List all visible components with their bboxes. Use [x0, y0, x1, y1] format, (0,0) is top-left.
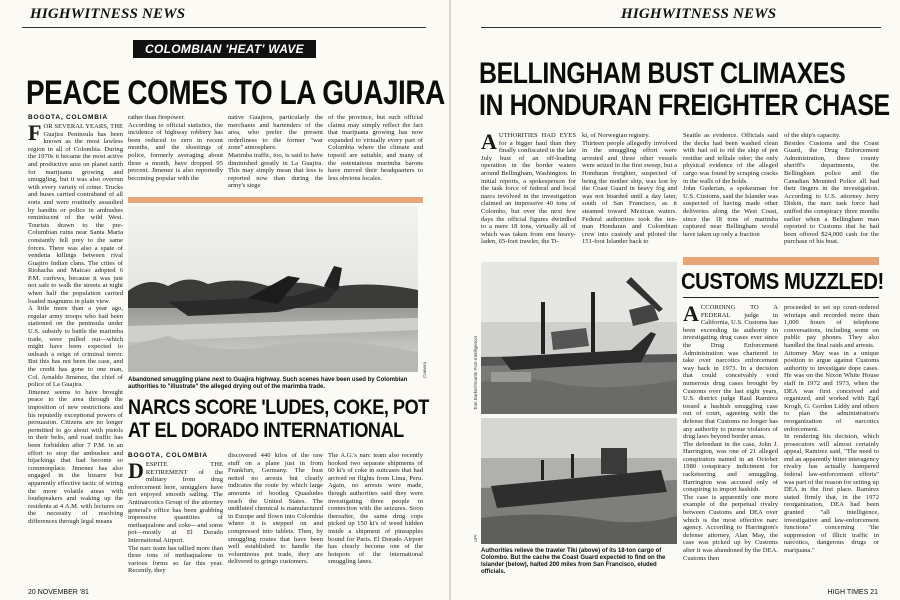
masthead-rule: [22, 27, 426, 28]
plane-photo: [128, 206, 418, 372]
headline: AT EL DORADO INTERNATIONAL: [128, 419, 404, 442]
masthead: HIGHWITNESS NEWS: [621, 6, 777, 22]
article-column: rather than firepower. According to official statistics, the incidence of highway robbery has been reduced to zero in recent months, and the shootings of police, formerly averaging about three a month, have dropped 95 percent. Jimenez is also reportedly becoming popular with the: [128, 114, 223, 182]
article-column: [481, 132, 576, 254]
article-text: ESPITE THE RETIREMENT of the military from drug enforcement here, smugglers have not enjoyed smooth sailing. The Antinarcotics Group of the attorney general's office has been grabbing impressive quantities of methaqualone and coke—and some pot—mostly at El Dorado International Airport. The narc team has tallied more than three tons of methaqualone in various forms so far this year. Recently, they: [128, 461, 223, 575]
drop-cap: F: [28, 123, 42, 145]
photo-caption: Abandoned smuggling plane next to Guajira highway. Such scenes have been used by Colombian authorities to "illustrate" the alleged drying out of the marimba trade.: [128, 377, 408, 390]
drop-cap: A: [683, 304, 699, 326]
article-text: OR SEVERAL YEARS, THE Guajira Peninsula has been known as the most lawless region in all of Colombia. During the 1970s it became the most active and productive area on planet earth for marijuana growing and smuggling, but it was also overrun with every variety of crime. Trucks and buses carried contraband of all sorts and were routinely assaulted by bandits or police in ambushes reminiscent of the wild West. Tourists drawn to the pre-Columbian ruins near Santa Marta constantly fell prey to the same forces. There was also a spate of vendetta killings between rival Guajiro Indian clans. The cities of Riohacha and Maicao adopted 6 P.M. curfews, because it was just not safe to walk the streets at night when half the population carried loaded magnums in plain view. A little more than a year ago, regular army troops who had been stationed on the peninsula under U.S. subsidy to battle the marimba trade, were pulled out—which might have been expected to unleash a reign of criminal terror. But this has not been the case, and the credit has gone to one man, Col. Arnaldo Jimenez, the chief of police of La Guajira. Jimenez seems to have brought peace to the area through the imposition of new restrictions and his reputedly exceptional powers of persuasion. Citizens are no longer permitted to go about with pistols in their belts, and road traffic has been forbidden after 7 P.M. in an effort to stop the ambushes and hijackings that had become so commonplace. Jimenez has also engaged in the bizarre but apparently effective tactic of wiring the more volatile areas with loudspeakers and waking up the residents at 4 A.M. with lectures on the necessity of resolving differences through legal means: [28, 123, 123, 525]
page-folio: 20 NOVEMBER '81: [28, 589, 89, 596]
page-folio: HIGH TIMES 21: [827, 589, 878, 596]
left-page: [0, 0, 449, 600]
article-column: proceeded to set up court-ordered wiretaps and recorded more than 1,000 hours of telephone conversations, including some on public pay phones. They also handled the final raids and arrests. Attorney May was in a unique position to argue against Customs authority to investigate dope cases. He was on the Nixon White House staff in 1972 and 1973, when the DEA was first conceived and organized, and worked with Egil Krogh, G. Gordon Liddy and others to plan the administration's reorganization of narcotics enforcement. In rendering his decision, which prosecutors will almost certainly appeal, Ramirez said, "The need to end an apparently bitter interagency rivalry has actually hampered federal law-enforcement efforts" was part of the reason for setting up DEA in the first place. Ramirez stated firmly that, in the 1972 reorganization, DEA had been granted "all intelligence, investigative and law-enforcement functions" concerning "the suppression of illicit traffic in narcotics, dangerous drugs or marijuana.": [784, 304, 879, 554]
article-column: [683, 304, 778, 580]
article-column: [28, 123, 123, 575]
article-column: [128, 461, 223, 579]
article-column: of the province, but such official claims may simply reflect the fact that marijuana growing has now expanded to virtually every part of Colombia where the climate and topsoil are suitable, and many of the ostentatious marimba barons have moved their headquarters to less obvious locales.: [328, 114, 423, 182]
dateline: BOGOTA, COLOMBIA: [128, 452, 208, 459]
right-page: [451, 0, 900, 600]
drop-cap: A: [481, 132, 497, 154]
article-column: Seattle as evidence. Officials said the decks had been washed clean with fuel oil to rid the ship of pot residue and telltale odor; the only physical evidence of the alleged cargo was found by scraping cracks in the walls of the holds. John Guderian, a spokesman for U.S. Customs, said the Islander was suspected of having made other deliveries along the West Coast, since the 18 tons of marimba captured near Bellingham would have taken up only a fraction: [683, 132, 778, 238]
article-text: UTHORITIES HAD EYES for a bigger haul than they finally confiscated in the late July bust of an off-loading operation in the border waters around Bellingham, Washington. In initial reports, a spokesperson for the task force of federal and local narcs involved in the investigation claimed an impressive 40 tons of Colombo, but over the next few days the official figures dwindled to a mere 18 tons, virtually all of which was taken from one heavy-laden, 65-foot trawler, the Ti-: [481, 132, 576, 246]
headline: NARCS SCORE 'LUDES, COKE, POT: [128, 396, 429, 419]
headline: CUSTOMS MUZZLED!: [681, 268, 884, 294]
headline: IN HONDURAN FREIGHTER CHASE: [479, 89, 890, 122]
article-column: ki, of Norwegian registry. Thirteen people allegedly involved in the smuggling effort were arrested and three other vessels were seized in the first sweep, but a Honduran freighter, suspected of being the mother ship, was lost by the Coast Guard in heavy fog and was not boarded until a day later, south of San Francisco, as it steamed toward Mexican waters. Federal authorities took the ten-man Honduran and Colombian crew into custody and piloted the 151-foot Islander back to: [582, 132, 677, 246]
article-column: discovered 440 kilos of the raw stuff on a plane just in from Frankfurt, Germany. The bust netted no arrests but clearly indicates the route by which large amounts of bootleg Quaaludes reach the United States. The undiluted chemical is manufactured in Europe and flown into Colombia where it is stepped on and compressed into tablets. Then, by smuggling routes that have been well established to handle the voluminous pot trade, they are delivered to gringo customers.: [228, 452, 323, 566]
drop-cap: D: [128, 461, 144, 483]
masthead-rule: [481, 27, 881, 28]
freighter-photo: [481, 418, 677, 544]
photo-credit: UPI: [473, 534, 478, 542]
photo-credit: Camera: [422, 361, 427, 378]
masthead: HIGHWITNESS NEWS: [30, 6, 186, 22]
photo-caption: Authorities relieve the trawler Tiki (above) of its 18-ton cargo of Colombo. But the cache the Coast Guard expected to find on the Islander (below), halted 200 miles from San Francisco, eluded officials.: [481, 548, 666, 575]
headline-rule: [683, 297, 879, 298]
article-text: CCORDING TO A FEDERAL judge in California, U.S. Customs has been exceeding its authority in investigating drug cases ever since the Drug Enforcement Administration was chartered to take over narcotics enforcement way back in 1973. In a decision that could conceivably void numerous drug cases brought by Customs over the last eight years, U.S. district judge Raul Ramirez tossed a hashish smuggling case out of court, agreeing with the defense that Customs no longer has any authority to pursue violators of drug laws beyond border areas. The defendant in the case, John J. Harrington, was one of 21 alleged conspirators named in an October 1980 conspiracy indictment for racketeering and smuggling. Harrington was accused only of conspiring to import hashish. The case is apparently one more example of the perpetual rivalry between Customs and DEA over which is the most effective narc agency. According to Harrington's defense attorney, Alan May, the case was picked up by Customs after it was abandoned by the DEA. Customs then: [683, 304, 778, 562]
dateline: BOGOTA, COLOMBIA: [28, 114, 108, 121]
trawler-photo: [481, 262, 677, 414]
headline: PEACE COMES TO LA GUAJIRA: [26, 74, 445, 112]
article-column: The A.G.'s narc team also recently hooked two separate shipments of 60 ki's of coke in suitcases that had arrived on flights from Lima, Peru. Again, no arrests were made, though authorities said they were investigating three people in connection with the seizures. Soon thereafter, the same drug cops picked up 150 ki's of weed hidden inside a shipment of pineapples bound for Paris. El Dorado Airport has clearly become one of the hotspots of the international smuggling lanes.: [328, 452, 423, 566]
article-column: native Guajiros, particularly the merchants and bartenders of the area, who prefer the present orderliness to the former "war zone" atmosphere. Marimba traffic, too, is said to have diminished greatly in La Guajira. This may simply mean that less is reported now than during the army's siege: [228, 114, 323, 190]
article-column: of the ship's capacity. Besides Customs and the Coast Guard, the Drug Enforcement Administration, three county sheriff's departments, the Bellingham police and the Canadian Mounted Police all had their fingers in the investigation. According to U.S. attorney Jerry Diskin, the narc task force had sniffed the conspiracy three months earlier when a Bellingham man reported to Customs that he had been offered $24,000 cash for the purchase of his boat.: [784, 132, 879, 246]
photo-credit: Tom Barker/Seattle Post-Intelligencer: [473, 335, 478, 410]
divider-bar: [128, 197, 423, 203]
section-banner: COLOMBIAN 'HEAT' WAVE: [133, 40, 316, 58]
divider-bar: [683, 257, 879, 265]
headline: BELLINGHAM BUST CLIMAXES: [479, 57, 846, 90]
